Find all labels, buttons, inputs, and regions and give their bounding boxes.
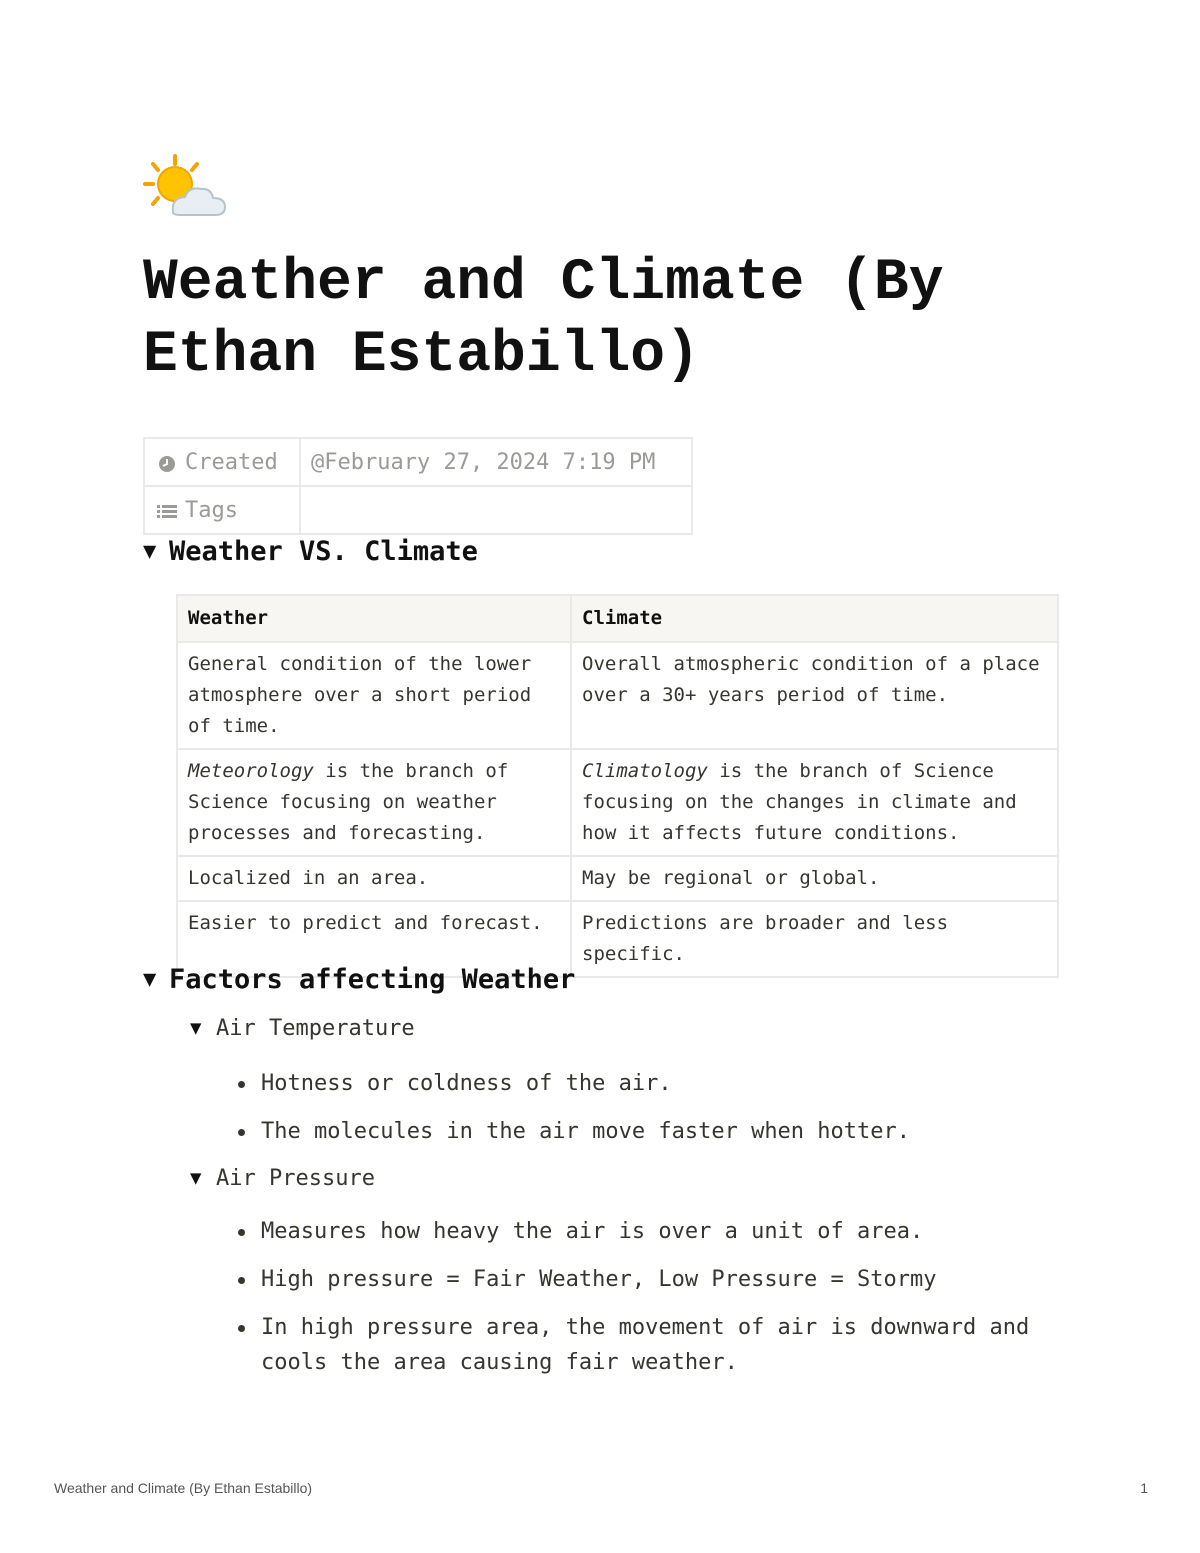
page-title: Weather and Climate (By Ethan Estabillo) [143, 251, 944, 388]
table-cell: Climatology is the branch of Science focusing on the changes in climate and how it affects future conditions. [571, 749, 1058, 856]
term-meteorology: Meteorology [188, 760, 314, 782]
toggle-triangle-icon[interactable]: ▼ [190, 1017, 202, 1039]
toggle-air-pressure[interactable]: ▼ Air Pressure [190, 1166, 375, 1191]
list-item: High pressure = Fair Weather, Low Pressure = Stormy [236, 1262, 1056, 1297]
air-pressure-bullets [236, 1214, 1056, 1393]
table-row [177, 749, 1058, 856]
footer-page-number: 1 [1140, 1480, 1148, 1496]
table-cell: Overall atmospheric condition of a place over a 30+ years period of time. [571, 642, 1058, 749]
table-cell: Localized in an area. [177, 856, 571, 901]
toggle-triangle-icon[interactable]: ▼ [143, 967, 157, 992]
toggle-heading-weather-vs-climate[interactable]: ▼ Weather VS. Climate [143, 536, 478, 567]
term-climatology: Climatology [582, 760, 708, 782]
clock-icon [155, 453, 179, 473]
page-properties [143, 437, 693, 535]
toggle-triangle-icon[interactable]: ▼ [143, 539, 157, 564]
list-item: The molecules in the air move faster when hotter. [236, 1114, 1056, 1149]
table-row [177, 856, 1058, 901]
air-temperature-bullets [236, 1066, 1056, 1162]
list-item: Measures how heavy the air is over a unit of area. [236, 1214, 1056, 1249]
column-header-climate: Climate [571, 595, 1058, 642]
property-value-tags[interactable] [300, 486, 692, 534]
column-header-weather: Weather [177, 595, 571, 642]
table-cell: Easier to predict and forecast. [177, 901, 571, 977]
list-item: In high pressure area, the movement of air is downward and cools the area causing fair weather. [236, 1310, 1056, 1380]
property-key: Tags [144, 486, 300, 534]
weather-climate-table [176, 594, 1059, 978]
list-item: Hotness or coldness of the air. [236, 1066, 1056, 1101]
toggle-heading-factors-affecting-weather[interactable]: ▼ Factors affecting Weather [143, 964, 576, 995]
property-key: Created [144, 438, 300, 486]
table-cell: Meteorology is the branch of Science focusing on weather processes and forecasting. [177, 749, 571, 856]
table-header-row [177, 595, 1058, 642]
list-icon [155, 501, 179, 521]
property-row-tags [144, 486, 692, 534]
toggle-air-temperature[interactable]: ▼ Air Temperature [190, 1016, 415, 1041]
table-row [177, 642, 1058, 749]
table-cell: General condition of the lower atmosphere over a short period of time. [177, 642, 571, 749]
footer-title: Weather and Climate (By Ethan Estabillo) [54, 1480, 313, 1496]
property-value-created[interactable]: @February 27, 2024 7:19 PM [300, 438, 692, 486]
toggle-triangle-icon[interactable]: ▼ [190, 1167, 202, 1189]
sun-behind-cloud-icon [143, 152, 229, 224]
table-cell: Predictions are broader and less specific. [571, 901, 1058, 977]
table-cell: May be regional or global. [571, 856, 1058, 901]
property-row-created [144, 438, 692, 486]
